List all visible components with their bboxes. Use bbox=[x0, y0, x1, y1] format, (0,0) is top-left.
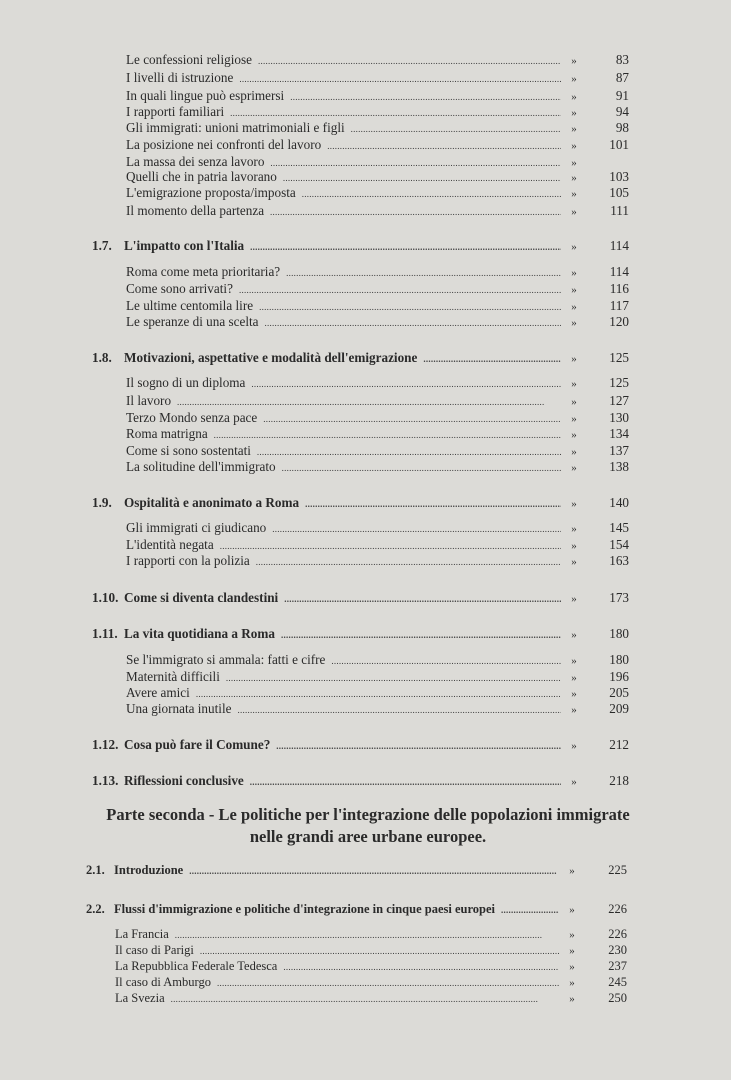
toc-entry bbox=[92, 589, 629, 608]
entry-title: La posizione nei confronti del lavoro bbox=[126, 137, 322, 152]
guillemet-mark: » bbox=[571, 157, 577, 169]
entry-title: Riflessioni conclusive bbox=[124, 773, 244, 788]
page-number: 154 bbox=[609, 537, 629, 552]
entry-title: Gli immigrati ci giudicano bbox=[126, 520, 267, 535]
dot-leader bbox=[270, 202, 561, 221]
page-number: 237 bbox=[608, 959, 627, 973]
page-number: 209 bbox=[609, 701, 629, 716]
entry-title: I rapporti familiari bbox=[126, 104, 225, 119]
entry-title: Le speranze di una scelta bbox=[126, 314, 259, 329]
page-number: 138 bbox=[609, 459, 629, 474]
entry-title: Quelli che in patria lavorano bbox=[126, 169, 277, 184]
guillemet-mark: » bbox=[571, 540, 577, 552]
entry-title: Avere amici bbox=[126, 685, 190, 700]
dot-leader bbox=[305, 494, 561, 513]
page-number: 180 bbox=[609, 652, 629, 667]
guillemet-mark: » bbox=[571, 446, 577, 458]
guillemet-mark: » bbox=[569, 929, 575, 941]
guillemet-mark: » bbox=[571, 429, 577, 441]
page-number: 98 bbox=[615, 120, 629, 135]
dot-leader bbox=[282, 458, 561, 477]
page-number: 205 bbox=[609, 685, 629, 700]
entry-title: Come si sono sostentati bbox=[126, 443, 251, 458]
guillemet-mark: » bbox=[571, 55, 577, 67]
guillemet-mark: » bbox=[571, 206, 577, 218]
page-number: 173 bbox=[609, 590, 629, 605]
guillemet-mark: » bbox=[571, 284, 577, 296]
dot-leader bbox=[256, 552, 561, 571]
section-number: 1.13. bbox=[92, 773, 119, 788]
guillemet-mark: » bbox=[569, 977, 575, 989]
toc-entry bbox=[115, 990, 627, 1008]
entry-title: Se l'immigrato si ammala: fatti e cifre bbox=[126, 652, 326, 667]
toc-entry bbox=[92, 494, 629, 513]
guillemet-mark: » bbox=[571, 172, 577, 184]
page-number: 83 bbox=[615, 52, 629, 67]
guillemet-mark: » bbox=[571, 241, 577, 253]
section-number: 1.10. bbox=[92, 590, 119, 605]
guillemet-mark: » bbox=[571, 523, 577, 535]
entry-title: I livelli di istruzione bbox=[126, 70, 234, 85]
entry-title: La vita quotidiana a Roma bbox=[124, 626, 275, 641]
toc-entry bbox=[126, 552, 629, 571]
page-number: 111 bbox=[610, 203, 629, 218]
toc-entry bbox=[92, 237, 629, 256]
guillemet-mark: » bbox=[569, 865, 575, 877]
entry-title: Motivazioni, aspettative e modalità dell'emigrazione bbox=[124, 350, 418, 365]
toc-entry bbox=[126, 313, 629, 332]
entry-title: Maternità difficili bbox=[126, 669, 220, 684]
page-number: 130 bbox=[609, 410, 629, 425]
page-number: 105 bbox=[609, 185, 629, 200]
entry-title: Il momento della partenza bbox=[126, 203, 265, 218]
dot-leader bbox=[302, 184, 561, 203]
page-number: 125 bbox=[609, 350, 629, 365]
guillemet-mark: » bbox=[571, 107, 577, 119]
section-number: 1.12. bbox=[92, 737, 119, 752]
guillemet-mark: » bbox=[571, 556, 577, 568]
page-number: 230 bbox=[608, 943, 627, 957]
toc-entry bbox=[86, 862, 627, 880]
toc-entry bbox=[126, 700, 629, 719]
page-number: 250 bbox=[608, 991, 627, 1005]
guillemet-mark: » bbox=[571, 629, 577, 641]
page-number: 145 bbox=[609, 520, 629, 535]
guillemet-mark: » bbox=[571, 462, 577, 474]
dot-leader bbox=[250, 237, 561, 256]
entry-title: Ospitalità e anonimato a Roma bbox=[124, 495, 300, 510]
guillemet-mark: » bbox=[571, 91, 577, 103]
page-number: 134 bbox=[609, 426, 629, 441]
section-number: 1.9. bbox=[92, 495, 112, 510]
section-number: 2.2. bbox=[86, 902, 105, 916]
page-number: 116 bbox=[609, 281, 629, 296]
page-number: 137 bbox=[609, 443, 629, 458]
page-number: 114 bbox=[609, 264, 629, 279]
guillemet-mark: » bbox=[569, 993, 575, 1005]
page-number: 114 bbox=[609, 238, 629, 253]
guillemet-mark: » bbox=[569, 961, 575, 973]
dot-leader bbox=[281, 625, 561, 644]
guillemet-mark: » bbox=[571, 672, 577, 684]
toc-entry bbox=[92, 349, 629, 368]
guillemet-mark: » bbox=[571, 317, 577, 329]
dot-leader bbox=[276, 736, 561, 755]
entry-title: Il lavoro bbox=[126, 393, 172, 408]
page-number: 94 bbox=[615, 104, 629, 119]
guillemet-mark: » bbox=[571, 688, 577, 700]
section-number: 1.7. bbox=[92, 238, 112, 253]
guillemet-mark: » bbox=[571, 413, 577, 425]
toc-entry bbox=[126, 184, 629, 203]
dot-leader bbox=[239, 69, 561, 88]
part-heading bbox=[88, 804, 648, 848]
part-heading-line2: nelle grandi aree urbane europee. bbox=[249, 827, 487, 846]
guillemet-mark: » bbox=[571, 593, 577, 605]
page-number: 225 bbox=[608, 863, 627, 877]
entry-title: Terzo Mondo senza pace bbox=[126, 410, 258, 425]
page-number: 103 bbox=[609, 169, 629, 184]
dot-leader bbox=[423, 349, 561, 368]
entry-title: Come si diventa clandestini bbox=[124, 590, 279, 605]
entry-title: La solitudine dell'immigrato bbox=[126, 459, 276, 474]
dot-leader bbox=[189, 862, 559, 880]
toc-entry bbox=[126, 374, 629, 393]
guillemet-mark: » bbox=[569, 904, 575, 916]
toc-entry bbox=[92, 736, 629, 755]
entry-title: Le confessioni religiose bbox=[126, 52, 252, 67]
guillemet-mark: » bbox=[569, 945, 575, 957]
guillemet-mark: » bbox=[571, 498, 577, 510]
guillemet-mark: » bbox=[571, 267, 577, 279]
section-number: 1.8. bbox=[92, 350, 112, 365]
guillemet-mark: » bbox=[571, 73, 577, 85]
dot-leader bbox=[250, 772, 561, 791]
guillemet-mark: » bbox=[571, 396, 577, 408]
page-number: 226 bbox=[608, 927, 627, 941]
dot-leader bbox=[171, 990, 559, 1008]
entry-title: Introduzione bbox=[114, 863, 184, 877]
page-number: 101 bbox=[609, 137, 629, 152]
page-number: 127 bbox=[609, 393, 629, 408]
page-number: 125 bbox=[609, 375, 629, 390]
guillemet-mark: » bbox=[571, 123, 577, 135]
guillemet-mark: » bbox=[571, 188, 577, 200]
entry-title: Il caso di Amburgo bbox=[115, 975, 211, 989]
page-number: 120 bbox=[609, 314, 629, 329]
entry-title: Come sono arrivati? bbox=[126, 281, 233, 296]
entry-title: Il sogno di un diploma bbox=[126, 375, 246, 390]
page-number: 117 bbox=[609, 298, 629, 313]
guillemet-mark: » bbox=[571, 353, 577, 365]
guillemet-mark: » bbox=[571, 704, 577, 716]
page-number: 226 bbox=[608, 902, 627, 916]
part-heading-line1: Parte seconda - Le politiche per l'integrazione delle popolazioni immigrate bbox=[106, 805, 630, 824]
entry-title: Cosa può fare il Comune? bbox=[124, 737, 271, 752]
entry-title: I rapporti con la polizia bbox=[126, 553, 250, 568]
entry-title: Flussi d'immigrazione e politiche d'integrazione in cinque paesi europei bbox=[114, 902, 496, 916]
dot-leader bbox=[265, 313, 561, 332]
page-number: 212 bbox=[609, 737, 629, 752]
page-number: 218 bbox=[609, 773, 629, 788]
entry-title: Roma come meta prioritaria? bbox=[126, 264, 281, 279]
toc-entry bbox=[126, 69, 629, 88]
page-number: 196 bbox=[609, 669, 629, 684]
toc-entry bbox=[92, 625, 629, 644]
guillemet-mark: » bbox=[571, 655, 577, 667]
entry-title: La massa dei senza lavoro bbox=[126, 154, 265, 169]
guillemet-mark: » bbox=[571, 378, 577, 390]
entry-title: L'emigrazione proposta/imposta bbox=[126, 185, 296, 200]
dot-leader bbox=[251, 374, 561, 393]
dot-leader bbox=[501, 901, 559, 919]
dot-leader bbox=[284, 589, 561, 608]
dot-leader bbox=[258, 51, 561, 70]
toc-entry bbox=[126, 51, 629, 70]
page-number: 140 bbox=[609, 495, 629, 510]
entry-title: Le ultime centomila lire bbox=[126, 298, 254, 313]
entry-title: Gli immigrati: unioni matrimoniali e figli bbox=[126, 120, 345, 135]
entry-title: Il caso di Parigi bbox=[115, 943, 194, 957]
entry-title: Roma matrigna bbox=[126, 426, 208, 441]
page-number: 245 bbox=[608, 975, 627, 989]
entry-title: La Svezia bbox=[115, 991, 165, 1005]
toc-entry bbox=[126, 458, 629, 477]
toc-entry bbox=[86, 901, 627, 919]
section-number: 1.11. bbox=[92, 626, 118, 641]
page-number: 180 bbox=[609, 626, 629, 641]
entry-title: Una giornata inutile bbox=[126, 701, 232, 716]
guillemet-mark: » bbox=[571, 140, 577, 152]
entry-title: La Repubblica Federale Tedesca bbox=[115, 959, 278, 973]
page-number: 91 bbox=[615, 88, 629, 103]
dot-leader bbox=[237, 700, 561, 719]
page-number: 87 bbox=[615, 70, 629, 85]
guillemet-mark: » bbox=[571, 776, 577, 788]
guillemet-mark: » bbox=[571, 740, 577, 752]
toc-entry bbox=[126, 202, 629, 221]
entry-title: L'impatto con l'Italia bbox=[124, 238, 245, 253]
entry-title: La Francia bbox=[115, 927, 169, 941]
entry-title: L'identità negata bbox=[126, 537, 214, 552]
section-number: 2.1. bbox=[86, 863, 105, 877]
entry-title: In quali lingue può esprimersi bbox=[126, 88, 285, 103]
guillemet-mark: » bbox=[571, 301, 577, 313]
toc-entry bbox=[92, 772, 629, 791]
page-number: 163 bbox=[609, 553, 629, 568]
